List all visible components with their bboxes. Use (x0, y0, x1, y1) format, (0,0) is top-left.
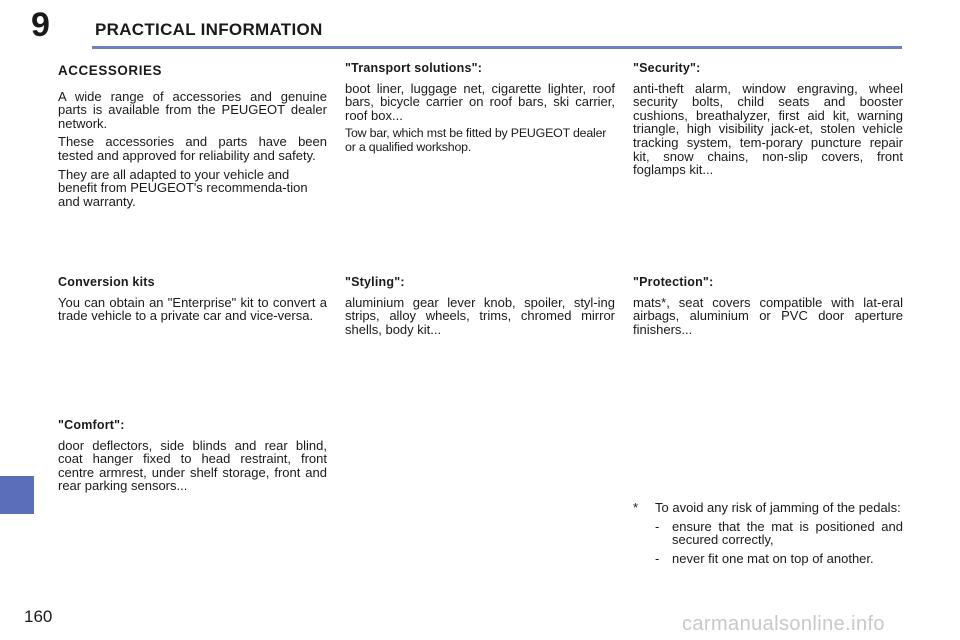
conversion-kits-text: You can obtain an "Enterprise" kit to convert a trade vehicle to a private car and vice-versa. (58, 294, 327, 324)
footnote-asterisk: * (633, 500, 639, 515)
protection-section (633, 276, 903, 341)
footnote-text: To avoid any risk of jamming of the pedals: (655, 500, 901, 515)
chapter-tab-marker (0, 476, 34, 514)
accessories-paragraph: A wide range of accessories and genuine parts is available from the PEUGEOT dealer network. (58, 88, 327, 131)
accessories-heading: ACCESSORIES (58, 63, 163, 78)
list-item-text: ensure that the mat is positioned and secured correctly, (672, 518, 903, 548)
accessories-paragraph: These accessories and parts have been tested and approved for reliability and safety. (58, 134, 327, 163)
chapter-title: PRACTICAL INFORMATION (95, 20, 323, 39)
conversion-kits-section (58, 276, 327, 328)
list-dash: - (655, 518, 660, 534)
transport-text: boot liner, luggage net, cigarette lighter, roof bars, bicycle carrier on roof bars, ski carrier, roof box... (345, 80, 615, 123)
security-heading: "Security": (633, 61, 701, 75)
accessories-paragraph: They are all adapted to your vehicle and benefit from PEUGEOT's recommenda-tion and warranty. (58, 166, 308, 209)
comfort-heading: "Comfort": (58, 418, 125, 432)
comfort-section (58, 419, 327, 498)
chapter-number: 9 (31, 6, 50, 44)
conversion-kits-heading: Conversion kits (58, 275, 155, 289)
page-number: 160 (24, 607, 53, 626)
security-section (633, 62, 903, 182)
accessories-section (58, 62, 327, 213)
list-item (655, 520, 903, 547)
styling-text: aluminium gear lever knob, spoiler, styl-ing strips, alloy wheels, trims, chromed mirror shells, body kit... (345, 294, 615, 337)
transport-section (345, 62, 615, 160)
watermark: carmanualsonline.info (682, 613, 885, 635)
list-item-text: never fit one mat on top of another. (672, 550, 874, 566)
footnote (633, 501, 903, 570)
list-dash: - (655, 550, 660, 566)
comfort-text: door deflectors, side blinds and rear blind, coat hanger fixed to head restraint, front centre armrest, under shelf storage, front and rear parking sensors... (58, 437, 327, 494)
protection-text: mats*, seat covers compatible with lat-eral airbags, aluminium or PVC door aperture finishers... (633, 294, 903, 337)
transport-heading: "Transport solutions": (345, 61, 483, 75)
security-text: anti-theft alarm, window engraving, wheel security bolts, child seats and booster cushions, breathalyzer, first aid kit, warning triangle, high visibility jack-et, stolen vehicle tracking system, tem-porary puncture repair kit, snow chains, non-slip covers, front foglamps kit... (633, 80, 903, 178)
styling-heading: "Styling": (345, 275, 405, 289)
protection-heading: "Protection": (633, 275, 714, 289)
header-divider (92, 46, 902, 49)
styling-section (345, 276, 615, 341)
list-item (655, 552, 903, 566)
transport-note: Tow bar, which mst be fitted by PEUGEOT dealer or a qualified workshop. (345, 126, 607, 154)
